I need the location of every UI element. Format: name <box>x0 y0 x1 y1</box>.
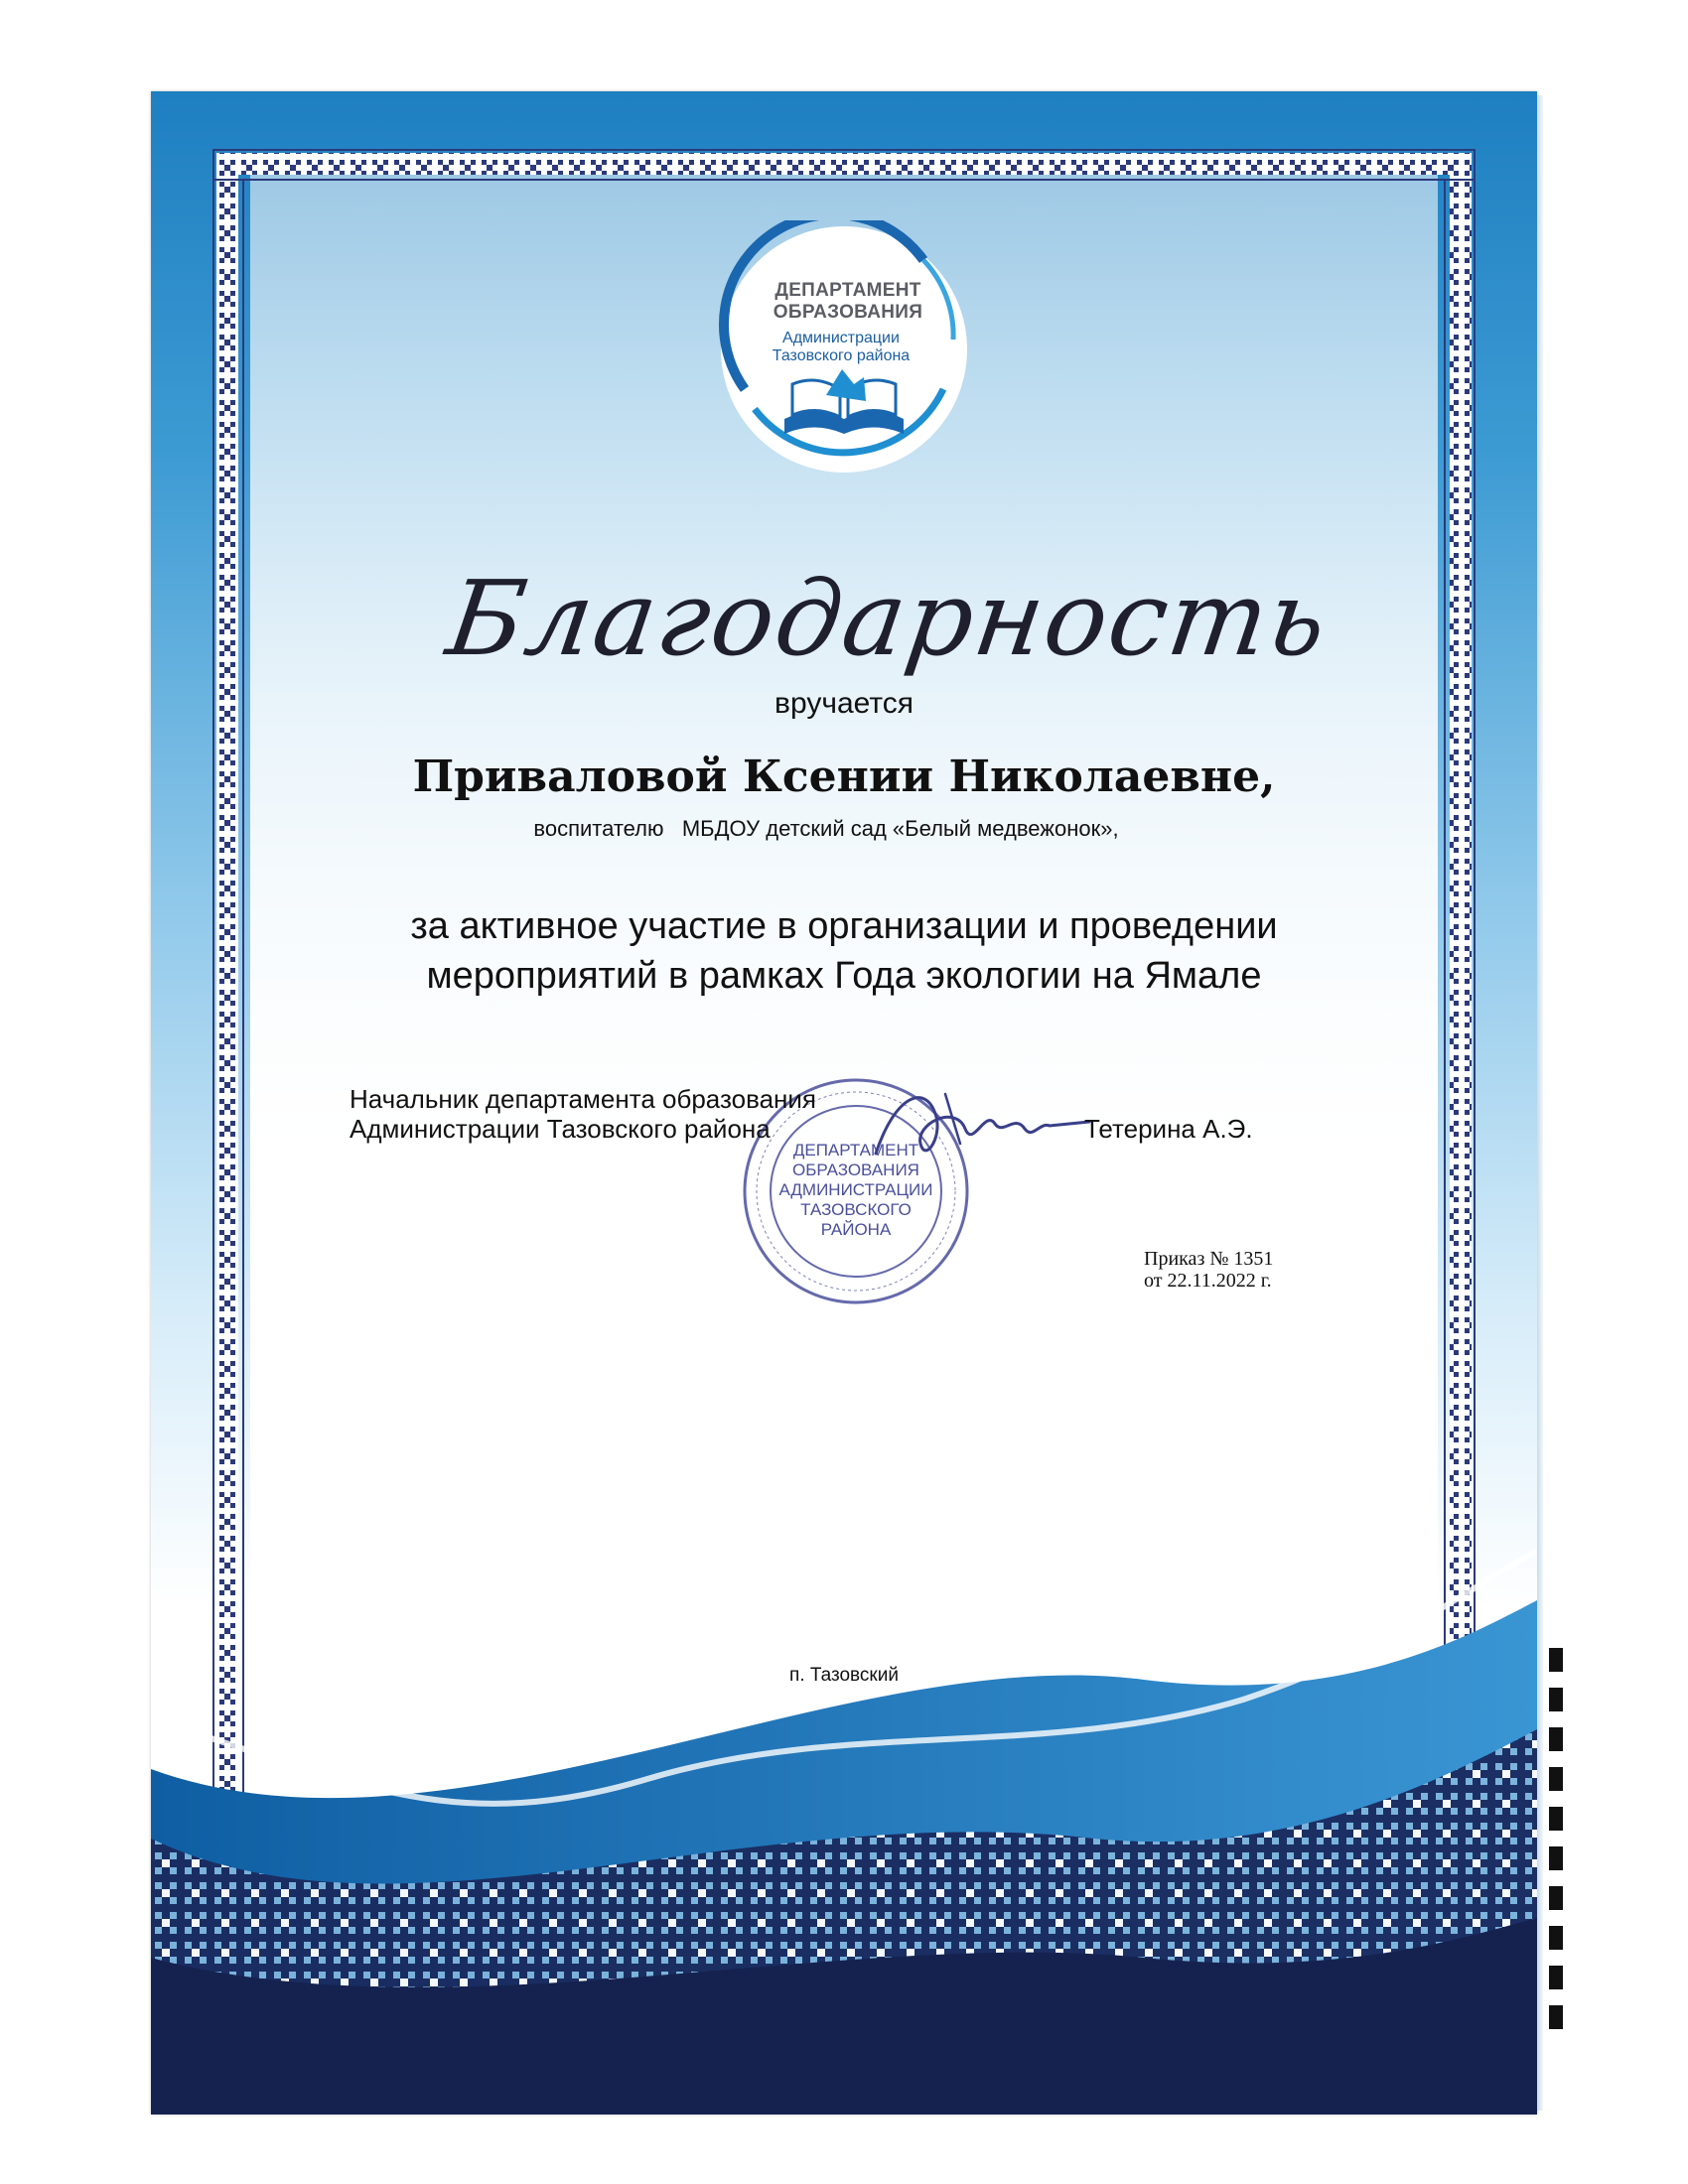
border-top-strip <box>216 153 1472 175</box>
order-reference <box>1144 1248 1273 1292</box>
signer-name: Тетерина А.Э. <box>1084 1114 1253 1144</box>
recipient-name: Приваловой Ксении Николаевне, <box>412 751 1276 802</box>
recipient-position: воспитателю МБДОУ детский сад «Белый медвежонок», <box>533 816 1119 841</box>
logo-line-3: Администрации <box>782 330 900 346</box>
stamp-line-4: ТАЗОВСКОГО <box>800 1200 912 1219</box>
certificate-document <box>151 91 1537 2115</box>
reason-line-1: за активное участие в организации и проведении <box>410 905 1278 947</box>
stamp-line-2: ОБРАЗОВАНИЯ <box>792 1160 919 1179</box>
signer-title-line-1: Начальник департамента образования <box>350 1084 817 1114</box>
reason-line-2: мероприятий в рамках Года экологии на Ямале <box>426 955 1262 997</box>
signer-title <box>350 1084 846 1144</box>
logo-title <box>759 280 937 324</box>
binding-comb <box>1545 1648 1567 2045</box>
border-left-strip <box>216 153 238 1900</box>
logo-line-2: ОБРАЗОВАНИЯ <box>773 302 923 323</box>
stamp-line-5: РАЙОНА <box>820 1220 892 1239</box>
order-date: от 22.11.2022 г. <box>1144 1270 1272 1292</box>
order-number: Приказ № 1351 <box>1144 1248 1274 1270</box>
logo-subtitle <box>747 330 935 365</box>
place-label: п. Тазовский <box>789 1665 899 1686</box>
signer-title-line-2: Администрации Тазовского района <box>350 1114 771 1144</box>
handwritten-signature <box>866 1074 1104 1183</box>
certificate-title: Благодарность <box>440 558 1336 679</box>
logo-line-4: Тазовского района <box>772 347 911 364</box>
page-edge <box>1537 95 1543 2111</box>
stamp-line-3: АДМИНИСТРАЦИИ <box>778 1180 933 1199</box>
awarded-label: вручается <box>774 687 914 720</box>
logo-line-1: ДЕПАРТАМЕНТ <box>774 280 921 301</box>
stamp-line-1: ДЕПАРТАМЕНТ <box>792 1141 919 1160</box>
